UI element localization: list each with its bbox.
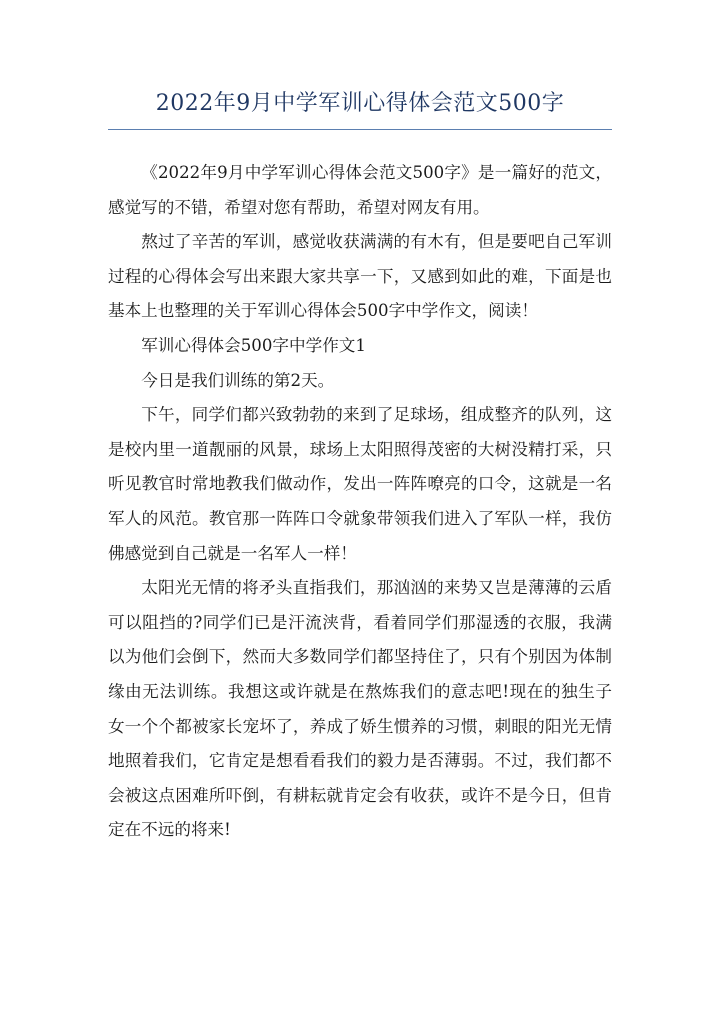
paragraph-day: 今日是我们训练的第2天。 xyxy=(141,370,335,390)
section-heading: 军训心得体会500字中学作文1 xyxy=(141,335,366,355)
document-body xyxy=(108,156,612,848)
paragraph-preface: 熬过了辛苦的军训，感觉收获满满的有木有，但是要吧自己军训过程的心得体会写出来跟大家共享一下，又感到如此的难，下面是也基本上也整理的关于军训心得体会500字中学作文，阅读！ xyxy=(108,232,612,321)
paragraph-sunlight: 太阳光无情的将矛头直指我们，那汹汹的来势又岂是薄薄的云盾可以阻挡的?同学们已是汗流浃背，看着同学们那湿透的衣服，我满以为他们会倒下，然而大多数同学们都坚持住了，只有个别因为体制缘由无法训练。我想这或许就是在熬炼我们的意志吧!现在的独生子女一个个都被家长宠坏了，养成了娇生惯养的习惯，刺眼的阳光无情地照着我们，它肯定是想看看我们的毅力是否薄弱。不过，我们都不会被这点困难所吓倒，有耕耘就肯定会有收获，或许不是今日，但肯定在不远的将来! xyxy=(108,578,612,840)
document-title: 2022年9月中学军训心得体会范文500字 xyxy=(155,91,565,116)
title-underline xyxy=(108,129,612,130)
paragraph-intro: 《2022年9月中学军训心得体会范文500字》是一篇好的范文，感觉写的不错，希望对您有帮助，希望对网友有用。 xyxy=(108,163,612,217)
paragraph-afternoon: 下午，同学们都兴致勃勃的来到了足球场，组成整齐的队列，这是校内里一道靓丽的风景，球场上太阳照得茂密的大树没精打采，只听见教官时常地教我们做动作，发出一阵阵嘹亮的口令，这就是一名军人的风范。教官那一阵阵口令就象带领我们进入了军队一样，我仿佛感觉到自己就是一名军人一样！ xyxy=(108,405,612,563)
